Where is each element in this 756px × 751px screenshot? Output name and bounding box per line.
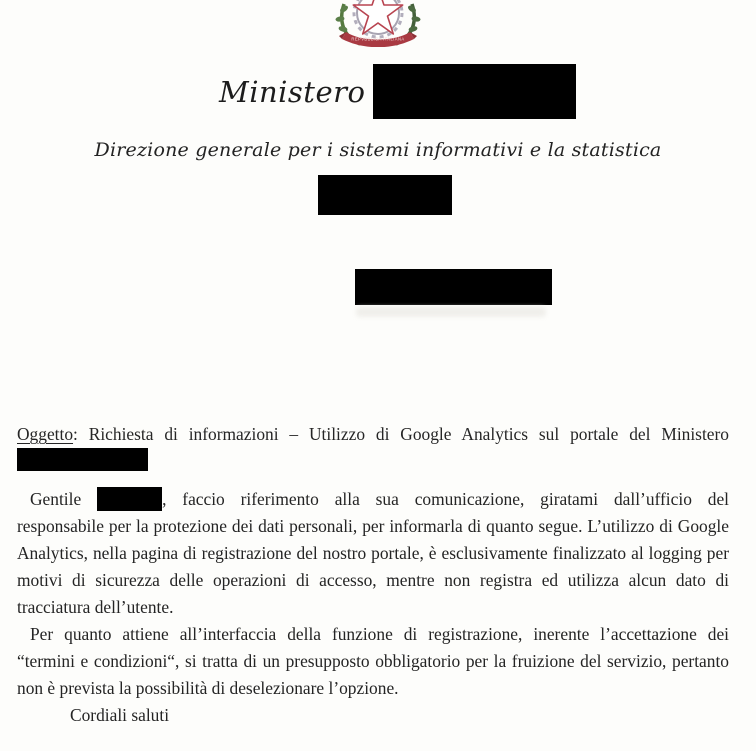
paragraph-2-line-1: Per quanto attiene all’interfaccia della funzione di registrazione, inerente l’accettazione dei: [30, 624, 729, 644]
subject-line: [17, 424, 729, 445]
scan-smudge: [356, 307, 546, 317]
redaction-ministry-name: [373, 64, 576, 119]
subject-text: : Richiesta di informazioni – Utilizzo di Google Analytics sul portale del Ministero: [73, 424, 729, 444]
salutation: Gentile: [30, 489, 82, 509]
paragraph-2-line-2: “termini e condizioni“, si tratta di un presupposto obbligatorio per la fruizione del servizio, pertanto: [17, 651, 729, 671]
redaction-recipient-name: [97, 487, 162, 511]
paragraph-1-line-1-text: , faccio riferimento alla sua comunicazione, giratami dall’ufficio del: [162, 489, 729, 509]
paragraph-1-line-1: [17, 486, 729, 513]
letterhead: [219, 64, 576, 119]
paragraph-1-line-3: Analytics, nella pagina di registrazione del nostro portale, è esclusivamente finalizzato al logging per: [17, 543, 729, 563]
ministry-name: Ministero: [219, 74, 366, 109]
paragraph-1-line-2: responsabile per la protezione dei dati personali, per informarla di quanto segue. L’utilizzo di Google: [17, 516, 729, 536]
redaction-block-2: [355, 269, 552, 305]
subject-label: Oggetto: [17, 424, 74, 444]
ribbon-text: REPVBBLICA ITALIANA: [351, 36, 405, 42]
letter-body: [17, 486, 729, 729]
subject-block: [17, 424, 729, 471]
department-line: Direzione generale per i sistemi informativi e la statistica: [94, 139, 662, 161]
paragraph-1-line-4: motivi di sicurezza delle operazioni di accesso, mentre non registra ed utilizza alcun dato di: [17, 570, 729, 590]
paragraph-1-line-5: tracciatura dell’utente.: [17, 597, 174, 617]
paragraph-2-line-3: non è prevista la possibilità di deselezionare l’opzione.: [17, 678, 399, 698]
italian-republic-emblem: [326, 0, 430, 47]
redaction-subject-line-2: [17, 448, 148, 471]
redaction-block-1: [318, 175, 452, 215]
closing-salutation: Cordiali saluti: [70, 705, 170, 725]
